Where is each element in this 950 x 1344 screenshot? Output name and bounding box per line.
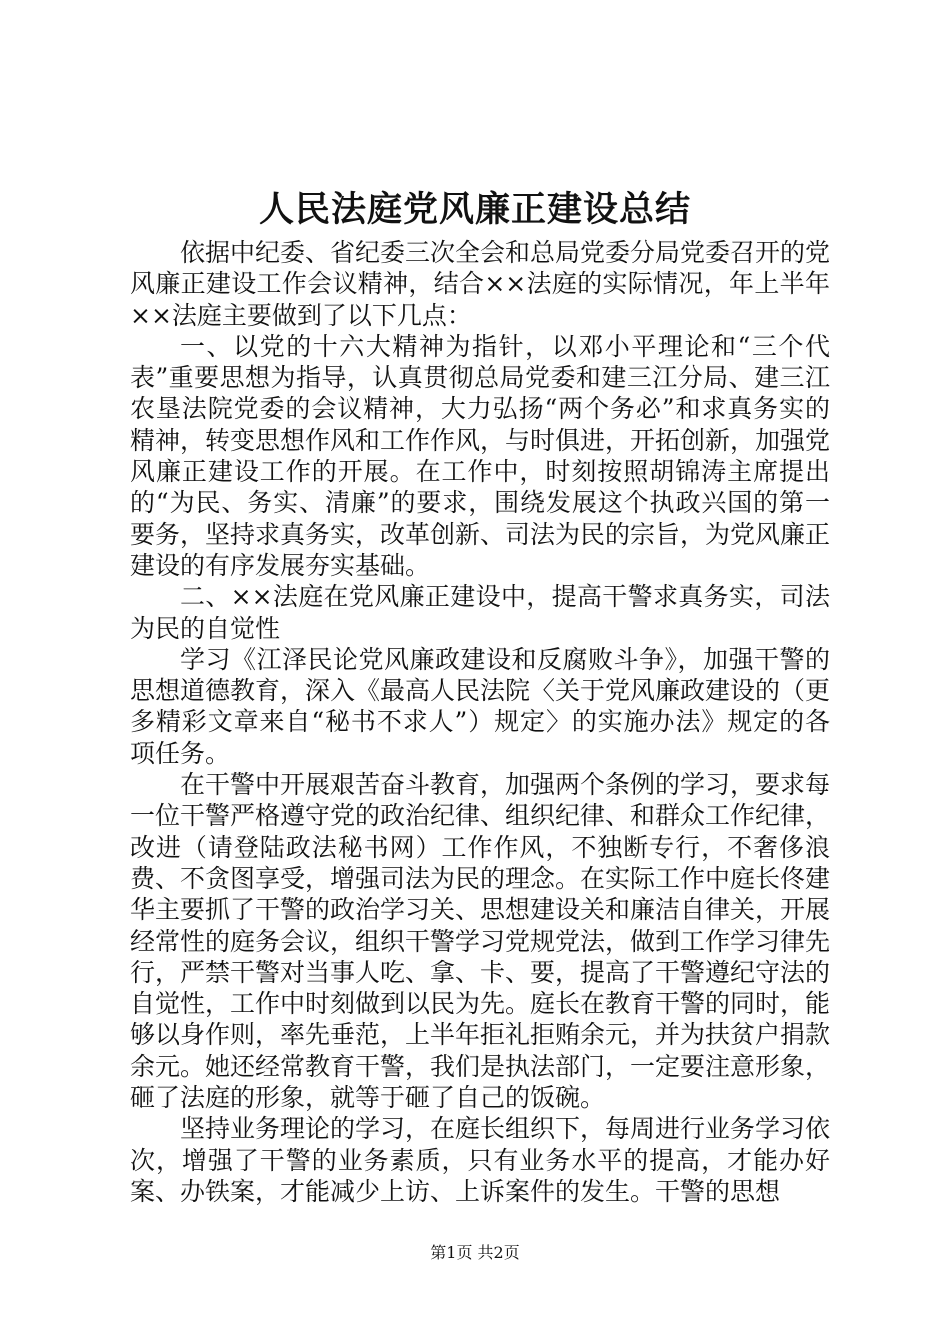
document-title: 人民法庭党风廉正建设总结 [258, 189, 691, 230]
page-footer: 第1页 共2页 [430, 1243, 520, 1262]
paragraph-section-one: 一、以党的十六大精神为指针，以邓小平理论和“三个代表”重要思想为指导，认真贯彻总局党委和建三江分局、建三江农垦法院党委的会议精神，大力弘扬“两个务必”和求真务实的精神，转变思想作风和工作作风，与时俱进，开拓创新，加强党风廉正建设工作的开展。在工作中，时刻按照胡锦涛主席提出的“为民、务实、清廉”的要求，围绕发展这个执政兴国的第一要务，坚持求真务实，改革创新、司法为民的宗旨，为党风廉正建设的有序发展夯实基础。 [130, 331, 831, 580]
paragraph-section-two-heading: 二、××法庭在党风廉正建设中，提高干警求真务实，司法为民的自觉性 [130, 582, 830, 643]
paragraph-intro: 依据中纪委、省纪委三次全会和总局党委分局党委召开的党风廉正建设工作会议精神，结合××法庭的实际情况，年上半年××法庭主要做到了以下几点： [130, 238, 831, 330]
document-body [130, 237, 830, 1207]
paragraph-education: 在干警中开展艰苦奋斗教育，加强两个条例的学习，要求每一位干警严格遵守党的政治纪律、组织纪律、和群众工作纪律，改进（请登陆政法秘书网）工作作风，不独断专行，不奢侈浪费、不贪图享受，增强司法为民的理念。在实际工作中庭长佟建华主要抓了干警的政治学习关、思想建设关和廉洁自律关，开展经常性的庭务会议，组织干警学习党规党法，做到工作学习律先行，严禁干警对当事人吃、拿、卡、要，提高了干警遵纪守法的自觉性，工作中时刻做到以民为先。庭长在教育干警的同时，能够以身作则，率先垂范，上半年拒礼拒贿余元，并为扶贫户捐款余元。她还经常教育干警，我们是执法部门，一定要注意形象，砸了法庭的形象，就等于砸了自己的饭碗。 [130, 770, 831, 1113]
paragraph-business-study: 坚持业务理论的学习，在庭长组织下，每周进行业务学习依次，增强了干警的业务素质，只有业务水平的提高，才能办好案、办铁案，才能减少上访、上诉案件的发生。干警的思想 [130, 1114, 831, 1206]
paragraph-study: 学习《江泽民论党风廉政建设和反腐败斗争》，加强干警的思想道德教育，深入《最高人民法院〈关于党风廉政建设的（更多精彩文章来自“秘书不求人”）规定〉的实施办法》规定的各项任务。 [130, 644, 831, 768]
